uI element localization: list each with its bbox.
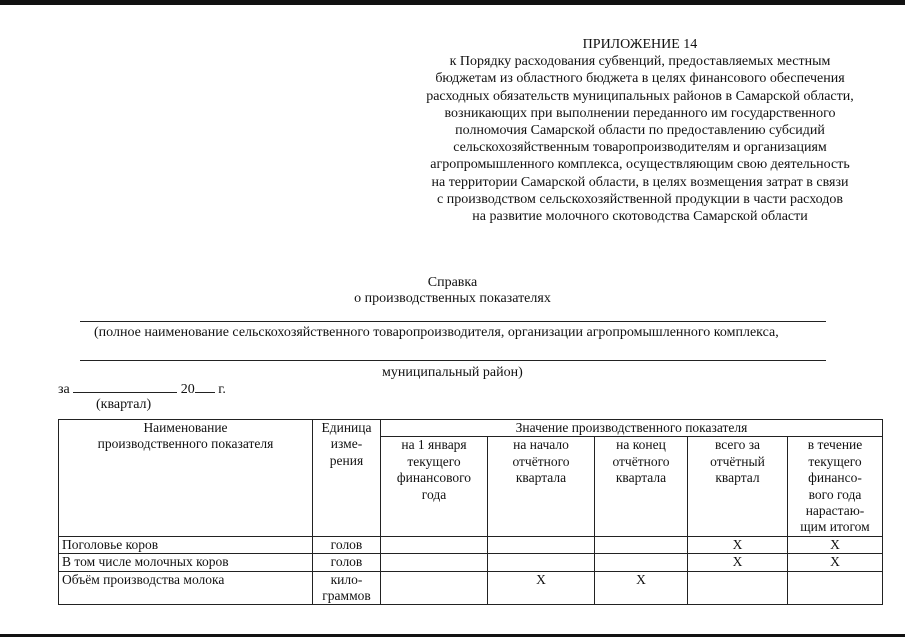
header-quarter-start: на начало отчётного квартала	[488, 437, 595, 536]
document-title: Справка	[427, 275, 478, 290]
row-name: В том числе молочных коров	[59, 554, 313, 571]
row-name: Объём производства молока	[59, 571, 313, 605]
value-cell[interactable]	[488, 554, 595, 571]
producer-caption: (полное наименование сельскохозяйственного товаропроизводителя, организации агропромышленного комплекса,	[94, 325, 779, 340]
value-cell: X	[688, 536, 788, 553]
header-quarter-end: на конец отчётного квартала	[595, 437, 688, 536]
value-cell: X	[688, 554, 788, 571]
value-cell[interactable]	[488, 536, 595, 553]
value-cell[interactable]	[381, 554, 488, 571]
year-field[interactable]	[195, 380, 215, 393]
appendix-heading	[380, 36, 900, 225]
value-cell: X	[488, 571, 595, 605]
producer-name-line-1[interactable]	[80, 321, 826, 322]
period-prefix: за	[58, 382, 70, 397]
header-ytd-cumulative: в течение текущего финансо- вого года нарастаю- щим итогом	[788, 437, 883, 536]
header-unit: Единица изме- рения	[313, 420, 381, 537]
top-border-line	[0, 0, 905, 5]
row-unit: голов	[313, 536, 381, 553]
header-jan-1: на 1 января текущего финансового года	[381, 437, 488, 536]
table-row	[59, 571, 883, 605]
value-cell[interactable]	[595, 536, 688, 553]
table-row	[59, 554, 883, 571]
document-subtitle: о производственных показателях	[354, 291, 551, 306]
value-cell[interactable]	[381, 536, 488, 553]
appendix-text: к Порядку расходования субвенций, предоставляемых местным бюджетам из областного бюджета в целях финансового обеспечения расходных обязательств муниципальных районов в Самарской области, возникающих при выполнении переданного им государственного полномочия Самарской области по предоставлению субсидий сельскохозяйственным товаропроизводителям и организациям агропромышленного комплекса, осуществляющим свою деятельность на территории Самарской области, в целях возмещения затрат в связи с производством сельскохозяйственной продукции в части расходов на развитие молочного скотоводства Самарской области	[426, 54, 854, 225]
header-indicator-name: Наименование производственного показателя	[59, 420, 313, 537]
document-title-block	[0, 275, 905, 307]
year-prefix: 20	[180, 382, 195, 397]
value-cell: X	[788, 554, 883, 571]
bottom-border-line	[0, 634, 905, 637]
header-value-group: Значение производственного показателя	[381, 420, 883, 437]
quarter-hint: (квартал)	[96, 397, 152, 412]
producer-caption-end: муниципальный район)	[382, 365, 523, 380]
quarter-field[interactable]	[73, 380, 177, 393]
table-header-row	[59, 420, 883, 437]
value-cell: X	[595, 571, 688, 605]
year-suffix: г.	[218, 382, 226, 397]
value-cell[interactable]	[381, 571, 488, 605]
value-cell[interactable]	[595, 554, 688, 571]
period-line	[58, 380, 226, 398]
table-row	[59, 536, 883, 553]
indicators-table	[58, 419, 883, 605]
appendix-title: ПРИЛОЖЕНИЕ 14	[582, 37, 698, 52]
producer-name-line-2[interactable]	[80, 360, 826, 361]
row-unit: голов	[313, 554, 381, 571]
row-name: Поголовье коров	[59, 536, 313, 553]
value-cell[interactable]	[688, 571, 788, 605]
header-quarter-total: всего за отчётный квартал	[688, 437, 788, 536]
row-unit: кило- граммов	[313, 571, 381, 605]
value-cell: X	[788, 536, 883, 553]
value-cell[interactable]	[788, 571, 883, 605]
